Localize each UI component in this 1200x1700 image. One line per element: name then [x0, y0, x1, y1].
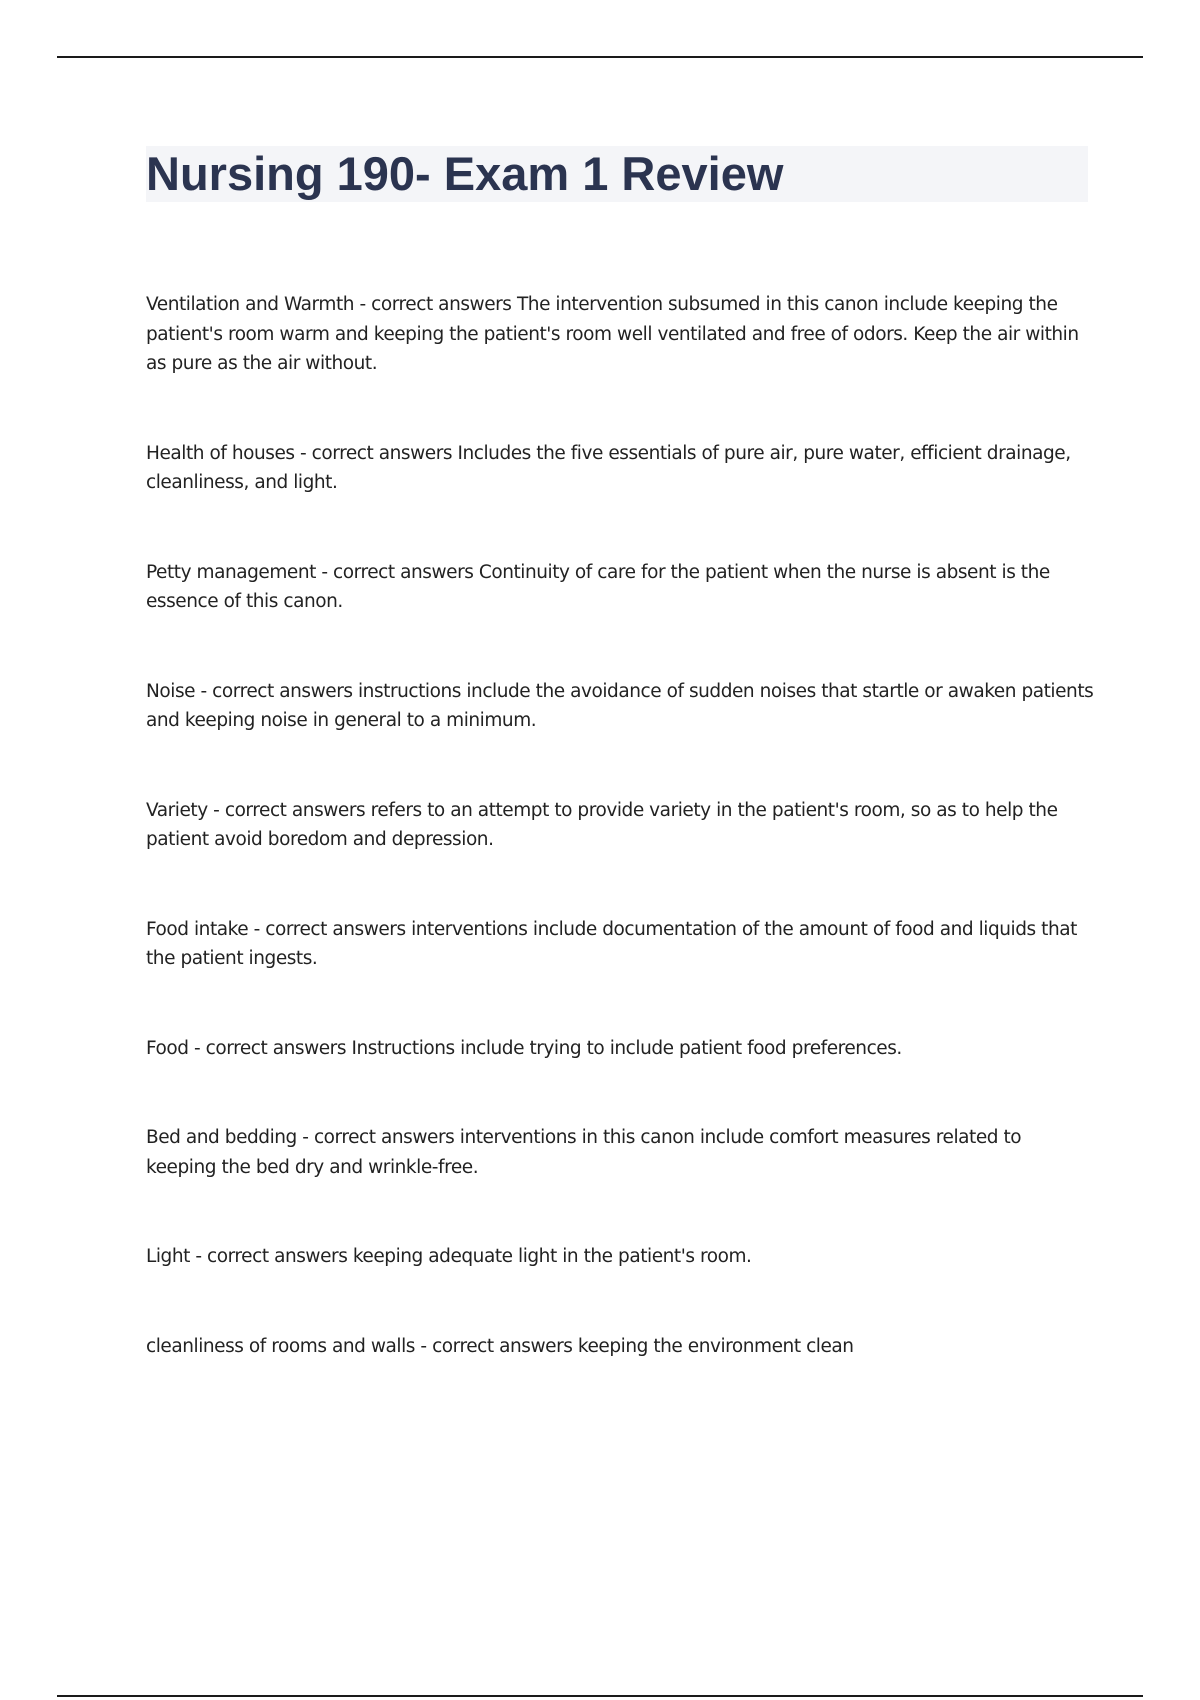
- qa-term: Ventilation and Warmth: [146, 294, 355, 315]
- qa-separator: -: [294, 442, 312, 464]
- qa-separator: -: [195, 680, 213, 702]
- page-title: Nursing 190- Exam 1 Review: [146, 147, 784, 200]
- qa-answer-marker: correct answers: [207, 1246, 348, 1267]
- qa-term: cleanliness of rooms and walls: [146, 1335, 415, 1357]
- qa-term: Health of houses: [146, 442, 295, 464]
- qa-answer-marker: correct answers: [265, 918, 406, 940]
- qa-definition: The intervention subsumed in this canon include keeping the patient's room warm and keeping the patient's room well ventilated and free of odors. Keep the air within as pure as the air without.: [146, 294, 1079, 374]
- qa-answer-marker: correct answers: [205, 1037, 347, 1059]
- qa-term: Light: [146, 1246, 190, 1267]
- qa-term: Food intake: [146, 918, 249, 940]
- qa-entry-bed-and-bedding: [146, 1123, 1096, 1182]
- qa-entry-cleanliness: [146, 1332, 1096, 1362]
- qa-entry-noise: [146, 677, 1096, 736]
- qa-definition: interventions in this canon include comfort measures related to keeping the bed dry and wrinkle-free.: [146, 1127, 1022, 1178]
- qa-definition: keeping the environment clean: [577, 1335, 854, 1357]
- qa-term: Variety: [146, 799, 208, 821]
- qa-answer-marker: correct answers: [371, 294, 512, 315]
- qa-entry-variety: [146, 796, 1096, 855]
- qa-answer-marker: correct answers: [432, 1335, 573, 1357]
- qa-separator: -: [248, 918, 266, 940]
- qa-definition: interventions include documentation of the amount of food and liquids that the patient ingests.: [146, 918, 1077, 969]
- top-rule: [57, 56, 1143, 58]
- qa-separator: -: [354, 294, 372, 315]
- qa-definition: keeping adequate light in the patient's room.: [352, 1246, 752, 1267]
- qa-separator: -: [296, 1127, 314, 1148]
- qa-entry-ventilation-warmth: [146, 290, 1096, 379]
- qa-answer-marker: correct answers: [313, 1127, 455, 1148]
- qa-definition: instructions include the avoidance of sudden noises that startle or awaken patients and keeping noise in general to a minimum.: [146, 680, 1094, 731]
- qa-list: [146, 290, 1096, 1421]
- qa-entry-light: [146, 1242, 1096, 1272]
- qa-separator: -: [189, 1246, 208, 1267]
- qa-entry-food-intake: [146, 915, 1096, 974]
- qa-answer-marker: correct answers: [333, 561, 474, 583]
- qa-term: Bed and bedding: [146, 1127, 297, 1148]
- qa-entry-petty-management: [146, 558, 1096, 617]
- qa-definition: Includes the five essentials of pure air, pure water, efficient drainage, cleanliness, and light.: [146, 442, 1071, 493]
- qa-term: Petty management: [146, 561, 316, 583]
- qa-answer-marker: correct answers: [311, 442, 453, 464]
- qa-definition: refers to an attempt to provide variety in the patient's room, so as to help the patient avoid boredom and depression.: [146, 799, 1058, 850]
- qa-term: Food: [146, 1037, 189, 1059]
- qa-entry-food: [146, 1034, 1096, 1064]
- qa-definition: Instructions include trying to include patient food preferences.: [351, 1037, 902, 1059]
- qa-separator: -: [188, 1037, 206, 1059]
- qa-separator: -: [315, 561, 334, 583]
- qa-separator: -: [207, 799, 225, 821]
- qa-definition: Continuity of care for the patient when the nurse is absent is the essence of this canon.: [146, 561, 1050, 612]
- qa-term: Noise: [146, 680, 196, 702]
- qa-separator: -: [414, 1335, 433, 1357]
- bottom-rule: [57, 1695, 1143, 1697]
- qa-answer-marker: correct answers: [212, 680, 353, 702]
- qa-answer-marker: correct answers: [224, 799, 366, 821]
- qa-entry-health-of-houses: [146, 439, 1096, 498]
